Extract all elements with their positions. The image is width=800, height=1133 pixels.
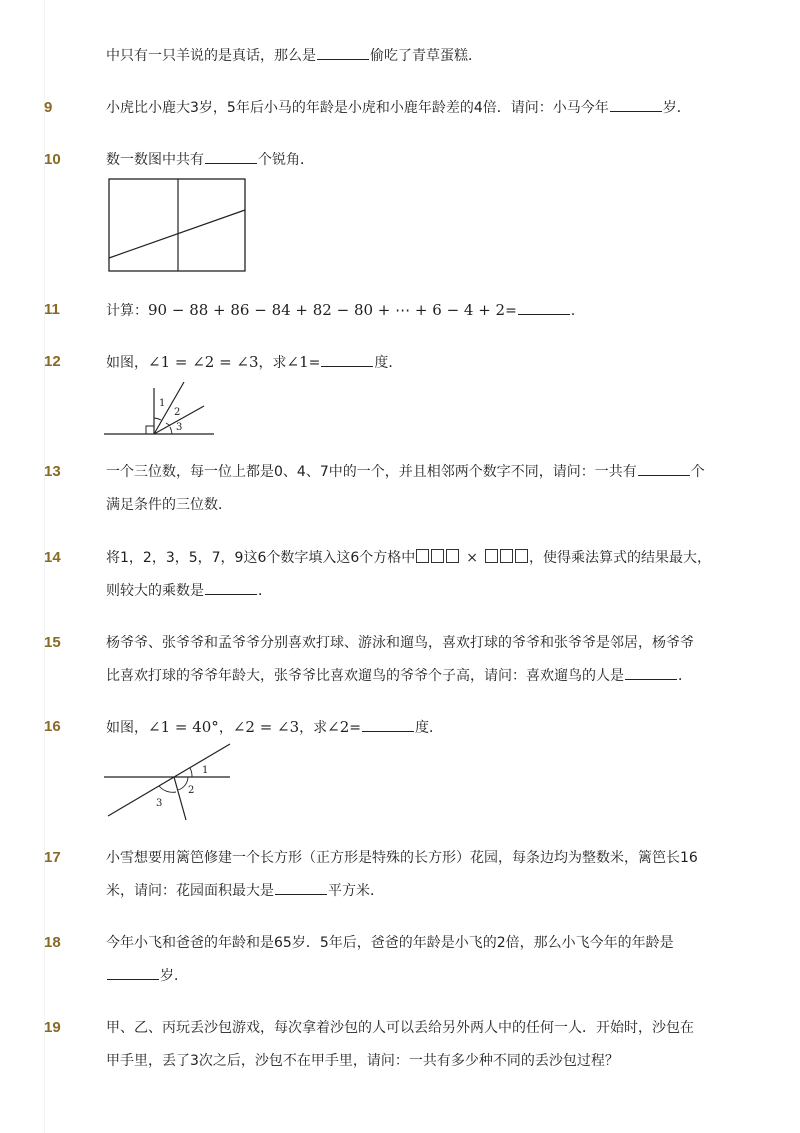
question-text: 小虎比小鹿大3岁，5年后小马的年龄是小虎和小鹿年龄差的4倍．请问：小马今年 岁． xyxy=(106,96,721,120)
digit-box[interactable] xyxy=(515,549,528,563)
question-number: 17 xyxy=(44,849,61,866)
figure-three-angles xyxy=(104,382,216,438)
question-number: 15 xyxy=(44,634,61,651)
question-number: 11 xyxy=(44,301,60,318)
answer-blank[interactable] xyxy=(518,300,570,315)
question-number: 10 xyxy=(44,151,61,168)
angle-label-2: 2 xyxy=(174,407,181,418)
math-expression: 90 − 88 + 86 − 84 + 82 − 80 + ⋯ + 6 − 4 + 2 xyxy=(148,301,506,319)
question-number: 16 xyxy=(44,718,61,735)
answer-blank[interactable] xyxy=(610,97,662,112)
digit-box[interactable] xyxy=(431,549,444,563)
question-text: 如图，∠1 = 40°，∠2 = ∠3，求∠2= 度． xyxy=(106,718,443,736)
question-number: 18 xyxy=(44,934,61,951)
question-number: 13 xyxy=(44,463,61,480)
right-angle-mark xyxy=(146,426,154,434)
math-expression: ∠1 = 40° xyxy=(148,718,219,736)
digit-box[interactable] xyxy=(485,549,498,563)
answer-blank[interactable] xyxy=(317,45,369,60)
answer-blank[interactable] xyxy=(362,717,414,732)
question-number: 14 xyxy=(44,549,61,566)
answer-blank[interactable] xyxy=(638,461,690,476)
question-text: 中只有一只羊说的是真话，那么是 偷吃了青草蛋糕． xyxy=(106,44,721,68)
answer-blank[interactable] xyxy=(275,880,327,895)
angle-label-1: 1 xyxy=(202,765,209,776)
third-line xyxy=(174,777,186,820)
answer-blank[interactable] xyxy=(107,965,159,980)
rectangle-outline xyxy=(109,179,245,271)
answer-blank[interactable] xyxy=(205,580,257,595)
question-text: 今年小飞和爸爸的年龄和是65岁．5年后，爸爸的年龄是小飞的2倍，那么小飞今年的年龄是 岁． xyxy=(106,935,674,984)
math-expression: ∠2 = ∠3 xyxy=(232,718,300,736)
slanted-line xyxy=(109,210,245,258)
slanted-line xyxy=(108,744,230,816)
angle-label-1: 1 xyxy=(159,398,166,409)
answer-blank[interactable] xyxy=(205,149,257,164)
digit-box[interactable] xyxy=(446,549,459,563)
angle-label-3: 3 xyxy=(176,422,183,433)
answer-blank[interactable] xyxy=(321,352,373,367)
figure-rectangle-acute-angles xyxy=(108,178,248,274)
question-number: 12 xyxy=(44,353,61,370)
question-text: 计算：90 − 88 + 86 − 84 + 82 − 80 + ⋯ + 6 − 4 + 2= ． xyxy=(106,301,585,319)
answer-blank[interactable] xyxy=(625,665,677,680)
question-text: 杨爷爷、张爷爷和孟爷爷分别喜欢打球、游泳和遛鸟，喜欢打球的爷爷和张爷爷是邻居，杨爷爷 比喜欢打球的爷爷年龄大，张爷爷比喜欢遛鸟的爷爷个子高，请问：喜欢遛鸟的人是 ． xyxy=(106,635,694,684)
question-number: 19 xyxy=(44,1019,61,1036)
times-sign: × xyxy=(466,550,478,566)
question-text: 将1，2，3，5，7，9这6个数字填入这6个方格中 × ，使得乘法算式的结果最大， 则较大的乘数是 ． xyxy=(106,550,711,599)
question-text: 数一数图中共有 个锐角． xyxy=(106,148,721,172)
figure-intersecting-lines xyxy=(104,740,234,820)
question-text: 小雪想要用篱笆修建一个长方形（正方形是特殊的长方形）花园，每条边均为整数米，篱笆长16 米，请问：花园面积最大是 平方米． xyxy=(106,850,698,899)
question-number: 9 xyxy=(44,99,53,116)
question-text: 甲、乙、丙玩丢沙包游戏，每次拿着沙包的人可以丢给另外两人中的任何一人．开始时，沙包在 甲手里，丢了3次之后，沙包不在甲手里，请问：一共有多少种不同的丢沙包过程？ xyxy=(106,1020,694,1069)
question-text: 如图，∠1 = ∠2 = ∠3，求∠1= 度． xyxy=(106,353,403,371)
digit-box[interactable] xyxy=(416,549,429,563)
math-expression: ∠1 = ∠2 = ∠3 xyxy=(148,353,259,371)
question-text: 一个三位数，每一位上都是0、4、7中的一个，并且相邻两个数字不同，请问：一共有 个 满足条件的三位数． xyxy=(106,456,721,522)
angle-label-2: 2 xyxy=(188,785,195,796)
angle-label-3: 3 xyxy=(156,798,163,809)
digit-box[interactable] xyxy=(500,549,513,563)
